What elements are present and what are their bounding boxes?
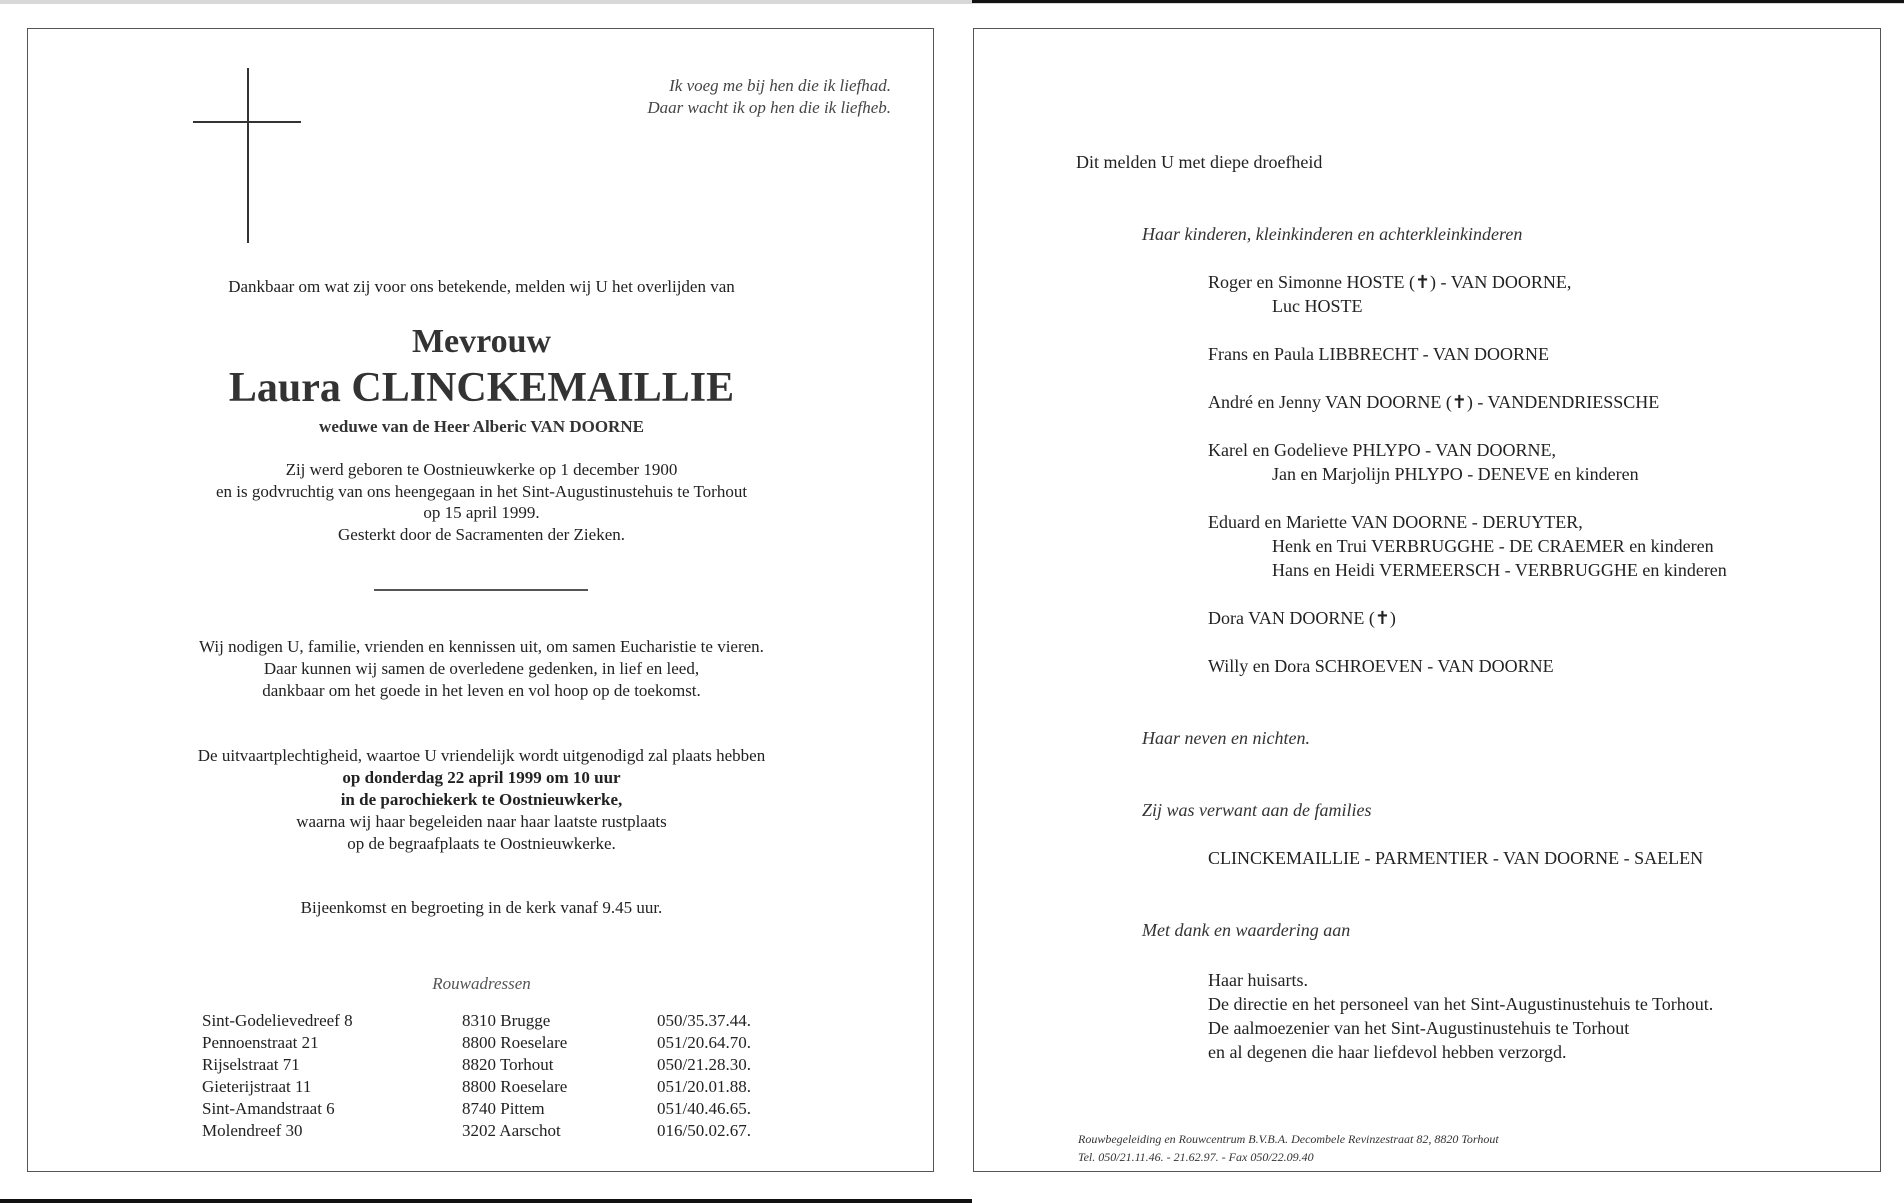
family-subentry: Hans en Heidi VERMEERSCH - VERBRUGGHE en kinderen xyxy=(1272,560,1727,580)
bio-line: Gesterkt door de Sacramenten der Zieken. xyxy=(338,524,625,544)
funeral-block xyxy=(28,745,935,855)
undertaker-footer xyxy=(1078,1130,1499,1166)
invitation-line: dankbaar om het goede in het leven en vol hoop op de toekomst. xyxy=(262,681,701,700)
invitation-line: Wij nodigen U, familie, vrienden en kennissen uit, om samen Eucharistie te vieren. xyxy=(199,637,764,656)
address-street: Molendreef 30 xyxy=(202,1121,303,1140)
family-subentry: Jan en Marjolijn PHLYPO - DENEVE en kinderen xyxy=(1272,464,1639,484)
invitation-line: Daar kunnen wij samen de overledene gedenken, in lief en leed, xyxy=(263,659,700,678)
address-street: Sint-Amandstraat 6 xyxy=(202,1099,335,1118)
address-street: Pennoenstraat 21 xyxy=(202,1033,319,1052)
thanks-line: en al degenen die haar liefdevol hebben verzorgd. xyxy=(1208,1042,1567,1062)
honorific: Mevrouw xyxy=(411,323,552,360)
address-street: Sint-Godelievedreef 8 xyxy=(202,1011,353,1030)
funeral-date: op donderdag 22 april 1999 om 10 uur xyxy=(342,768,621,787)
address-city: 8800 Roeselare xyxy=(462,1077,568,1096)
footer-line: Tel. 050/21.11.46. - 21.62.97. - Fax 050/22.09.40 xyxy=(1078,1150,1314,1164)
thanks-block xyxy=(1208,968,1713,1064)
related-heading: Zij was verwant aan de families xyxy=(1142,800,1372,820)
family-subentry: Henk en Trui VERBRUGGHE - DE CRAEMER en kinderen xyxy=(1272,536,1714,556)
family-entry: Dora VAN DOORNE (✝) xyxy=(1208,608,1396,628)
addresses-heading: Rouwadressen xyxy=(432,974,531,993)
family-entry: Eduard en Mariette VAN DOORNE - DERUYTER, xyxy=(1208,512,1583,532)
gathering-text: Bijeenkomst en begroeting in de kerk vanaf 9.45 uur. xyxy=(300,898,663,917)
address-phone: 051/20.01.88. xyxy=(657,1077,751,1096)
address-city: 8740 Pittem xyxy=(462,1099,545,1118)
nephews-heading: Haar neven en nichten. xyxy=(1142,728,1310,748)
cross-icon-horizontal xyxy=(193,121,301,123)
deceased-name: Laura CLINCKEMAILLIE xyxy=(228,365,735,411)
bio-line: en is godvruchtig van ons heengegaan in het Sint-Augustinustehuis te Torhout xyxy=(215,481,748,501)
funeral-line: waarna wij haar begeleiden naar haar laatste rustplaats xyxy=(296,812,667,831)
family-entry: Roger en Simonne HOSTE (✝) - VAN DOORNE, xyxy=(1208,272,1572,292)
address-phone: 050/35.37.44. xyxy=(657,1011,751,1030)
right-page xyxy=(973,28,1881,1172)
family-entry: André en Jenny VAN DOORNE (✝) - VANDENDRIESSCHE xyxy=(1208,392,1660,412)
widow-of: weduwe van de Heer Alberic VAN DOORNE xyxy=(319,417,644,436)
family-subentry: Luc HOSTE xyxy=(1272,296,1363,316)
address-phone: 016/50.02.67. xyxy=(657,1121,751,1140)
memorial-quote xyxy=(647,75,891,119)
address-phone: 051/40.46.65. xyxy=(657,1099,751,1118)
children-heading: Haar kinderen, kleinkinderen en achterkleinkinderen xyxy=(1142,224,1523,244)
family-entry: Willy en Dora SCHROEVEN - VAN DOORNE xyxy=(1208,656,1554,676)
intro-text: Dankbaar om wat zij voor ons betekende, melden wij U het overlijden van xyxy=(228,277,735,296)
address-phone: 051/20.64.70. xyxy=(657,1033,751,1052)
family-entry: Frans en Paula LIBBRECHT - VAN DOORNE xyxy=(1208,344,1549,364)
invitation-block xyxy=(28,636,935,702)
address-city: 3202 Aarschot xyxy=(462,1121,561,1140)
related-families: CLINCKEMAILLIE - PARMENTIER - VAN DOORNE - SAELEN xyxy=(1208,848,1704,868)
address-street: Rijselstraat 71 xyxy=(202,1055,300,1074)
funeral-place: in de parochiekerk te Oostnieuwkerke, xyxy=(340,790,623,809)
cross-icon-vertical xyxy=(247,68,249,243)
thanks-heading: Met dank en waardering aan xyxy=(1142,920,1351,940)
thanks-line: De aalmoezenier van het Sint-Augustinustehuis te Torhout xyxy=(1208,1018,1630,1038)
thanks-line: De directie en het personeel van het Sint-Augustinustehuis te Torhout. xyxy=(1208,994,1714,1014)
address-street: Gieterijstraat 11 xyxy=(202,1077,312,1096)
bio-block xyxy=(28,459,935,545)
address-city: 8800 Roeselare xyxy=(462,1033,568,1052)
funeral-line: De uitvaartplechtigheid, waartoe U vriendelijk wordt uitgenodigd zal plaats hebben xyxy=(197,746,766,765)
family-entry: Karel en Godelieve PHLYPO - VAN DOORNE, xyxy=(1208,440,1556,460)
funeral-line: op de begraafplaats te Oostnieuwkerke. xyxy=(347,834,616,853)
divider xyxy=(374,589,588,591)
address-city: 8820 Torhout xyxy=(462,1055,554,1074)
scan-edge-top-right xyxy=(972,0,1904,3)
address-phone: 050/21.28.30. xyxy=(657,1055,751,1074)
bio-line: op 15 april 1999. xyxy=(423,503,540,522)
scan-edge-bottom xyxy=(0,1199,972,1203)
bio-line: Zij werd geboren te Oostnieuwkerke op 1 december 1900 xyxy=(285,460,678,479)
footer-line: Rouwbegeleiding en Rouwcentrum B.V.B.A. Decombele Revinzestraat 82, 8820 Torhout xyxy=(1078,1132,1499,1146)
quote-line: Daar wacht ik op hen die ik liefheb. xyxy=(647,98,891,117)
quote-line: Ik voeg me bij hen die ik liefhad. xyxy=(669,76,891,95)
announce-text: Dit melden U met diepe droefheid xyxy=(1076,152,1323,172)
thanks-line: Haar huisarts. xyxy=(1208,970,1308,990)
address-city: 8310 Brugge xyxy=(462,1011,551,1030)
left-page xyxy=(27,28,934,1172)
